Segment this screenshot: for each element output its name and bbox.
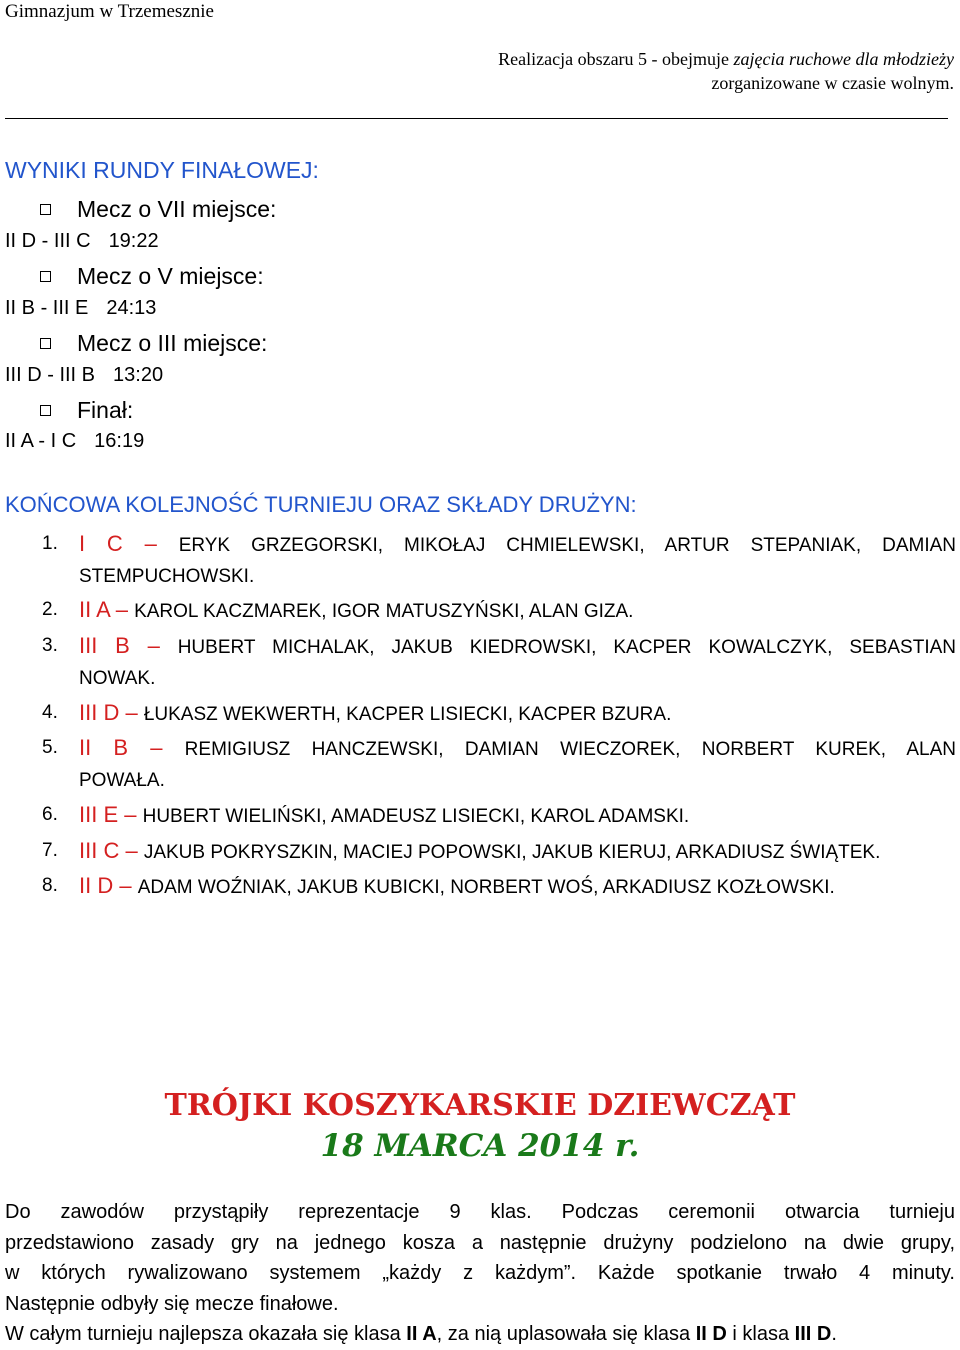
description-line: Do zawodów przystąpiły reprezentacje 9 klas. Podczas ceremonii otwarcia turnieju [5,1201,955,1223]
girls-description [5,1197,955,1350]
match-heading [40,330,267,357]
ranking-dash: – [129,633,178,658]
ranking-text [79,869,956,904]
summary-text: i klasa [726,1323,795,1345]
ranking-players: ADAM WOŹNIAK, JAKUB KUBICKI, NORBERT WOŚ, ARKADIUSZ KOZŁOWSKI. [137,877,835,898]
header-divider [5,118,948,119]
ranking-dash: – [118,802,143,827]
match-teams: II B - III E [5,297,89,319]
description-line: Następnie odbyły się mecze finałowe. [5,1292,339,1315]
match-label: Mecz o V miejsce: [77,263,264,289]
realization-note [334,47,954,95]
match-result [5,364,163,387]
ranking-number: 2. [42,599,58,620]
ranking-dash: – [119,700,144,725]
ranking-class: II A [79,597,110,622]
ranking-dash: – [113,873,138,898]
ranking-players-continued: NOWAK. [79,668,156,689]
ranking-text [79,696,956,731]
ranking-text [79,798,956,833]
realization-text-1: Realizacja obszaru 5 - obejmuje [498,49,730,69]
match-label: Mecz o III miejsce: [77,330,268,356]
ranking-players: HUBERT MICHALAK, JAKUB KIEDROWSKI, KACPER KOWALCZYK, SEBASTIAN [177,637,956,658]
girls-tournament-title: TRÓJKI KOSZYKARSKIE DZIEWCZĄT [164,1088,796,1123]
ranking-text [79,731,956,766]
ranking-players: JAKUB POKRYSZKIN, MACIEJ POPOWSKI, JAKUB KIERUJ, ARKADIUSZ ŚWIĄTEK. [143,842,881,863]
description-line: przedstawiono zasady gry na jednego kosza a następnie drużyny podzielono na dwie grupy, [5,1231,955,1254]
school-name: Gimnazjum w Trzemesznie [5,1,214,22]
ranking-number: 3. [42,635,58,656]
summary-line [5,1319,955,1350]
ranking-number: 4. [42,702,58,723]
summary-class-third: III D [794,1323,832,1345]
ranking-text [79,629,956,664]
ranking-players: KAROL KACZMAREK, IGOR MATUSZYŃSKI, ALAN GIZA. [134,601,634,622]
ranking-text [79,834,956,869]
ranking-number: 8. [42,875,58,896]
ranking-dash: – [119,838,144,863]
match-heading [40,263,264,290]
ranking-class: III B [79,633,130,658]
summary-class-second: II D [695,1323,727,1345]
summary-text: . [831,1323,837,1345]
match-result [5,230,159,253]
girls-tournament-date: 18 MARCA 2014 r. [320,1128,640,1164]
ranking-text [79,527,956,562]
summary-text: , za nią uplasowała się klasa [436,1323,696,1345]
ranking-class: II B [79,735,129,760]
match-label: Finał: [77,397,134,423]
description-line: w których rywalizowano systemem „każdy z każdym”. Każde spotkanie trwało 4 minuty. [5,1262,955,1284]
realization-text-2: zajęcia ruchowe dla młodzieży [733,49,954,69]
checkbox-bullet-icon [40,204,51,215]
ranking-number: 6. [42,804,58,825]
checkbox-bullet-icon [40,405,51,416]
match-score: 19:22 [108,230,159,252]
match-score: 24:13 [106,297,157,319]
ranking-dash: – [128,735,185,760]
ranking-class: I C [79,531,123,556]
match-teams: II A - I C [5,430,77,452]
match-teams: II D - III C [5,230,91,252]
ranking-players: ŁUKASZ WEKWERTH, KACPER LISIECKI, KACPER BZURA. [143,704,672,725]
ranking-dash: – [109,597,135,622]
ranking-players-continued: POWAŁA. [79,770,165,791]
summary-class-first: II A [406,1323,437,1345]
ranking-number: 5. [42,737,58,758]
ranking-dash: – [122,531,179,556]
match-score: 13:20 [113,364,164,386]
ranking-class: II D [79,873,114,898]
match-label: Mecz o VII miejsce: [77,196,277,222]
match-score: 16:19 [94,430,145,452]
realization-text-3: zorganizowane w czasie wolnym. [711,73,954,93]
ranking-players: REMIGIUSZ HANCZEWSKI, DAMIAN WIECZOREK, NORBERT KUREK, ALAN [184,739,956,760]
ranking-text [79,593,956,628]
match-teams: III D - III B [5,364,96,386]
ranking-number: 1. [42,533,58,554]
final-round-title: WYNIKI RUNDY FINAŁOWEJ: [5,157,319,183]
ranking-class: III D [79,700,120,725]
summary-text: W całym turnieju najlepsza okazała się klasa [5,1323,407,1345]
checkbox-bullet-icon [40,271,51,282]
match-result [5,297,156,320]
ranking-players: ERYK GRZEGORSKI, MIKOŁAJ CHMIELEWSKI, ARTUR STEPANIAK, DAMIAN [178,535,956,556]
ranking-number: 7. [42,840,58,861]
match-heading [40,196,276,223]
ranking-title: KOŃCOWA KOLEJNOŚĆ TURNIEJU ORAZ SKŁADY DRUŻYN: [5,492,637,517]
match-result [5,430,144,453]
ranking-players: HUBERT WIELIŃSKI, AMADEUSZ LISIECKI, KAROL ADAMSKI. [142,806,690,827]
match-heading [40,397,133,424]
ranking-class: III C [79,838,120,863]
ranking-class: III E [79,802,119,827]
ranking-players-continued: STEMPUCHOWSKI. [79,566,255,587]
checkbox-bullet-icon [40,338,51,349]
